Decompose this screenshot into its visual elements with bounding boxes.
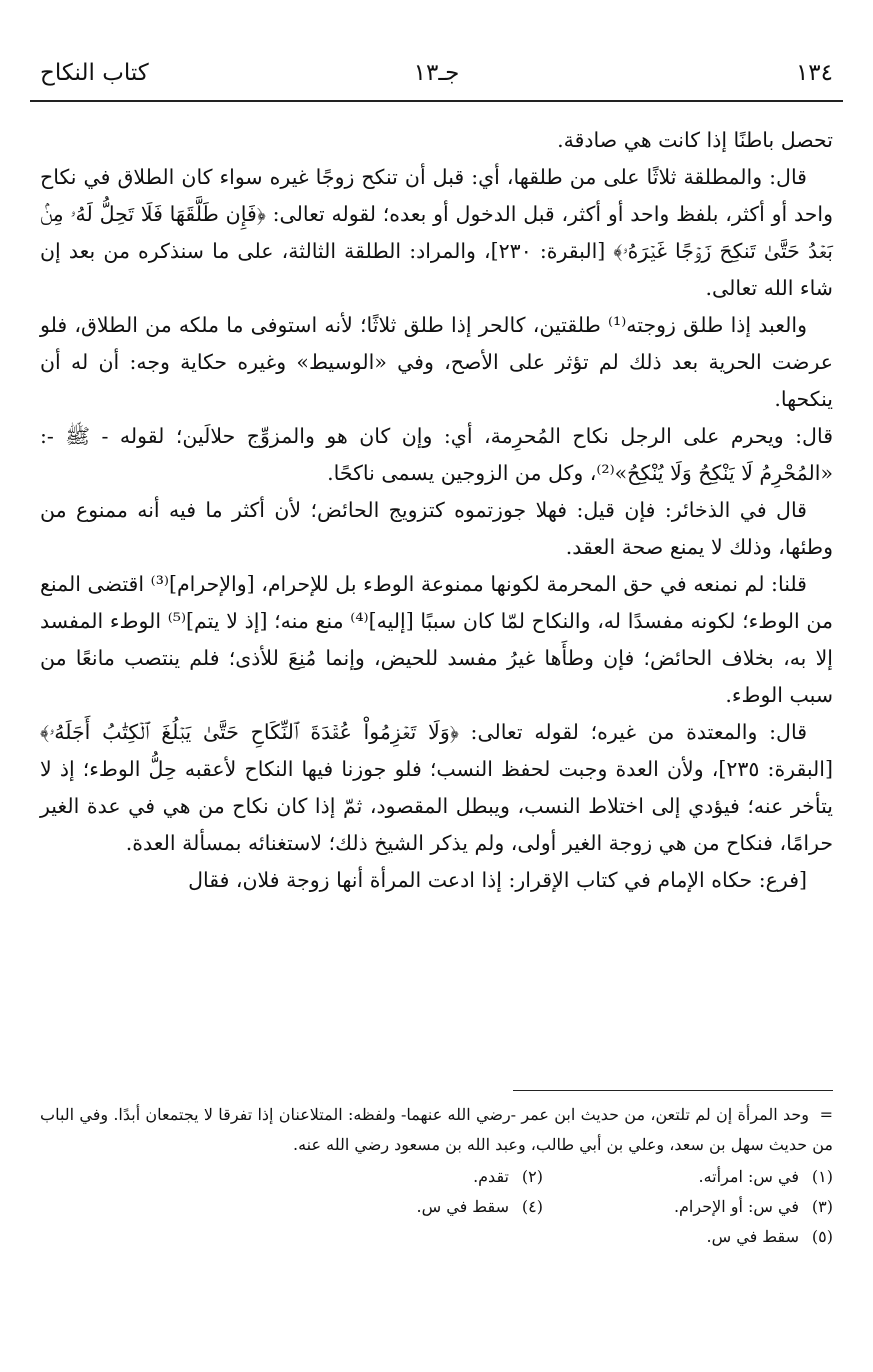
footnote-divider <box>513 1090 833 1091</box>
main-text <box>40 122 833 899</box>
continuation-text: وحد المرأة إن لم تلتعن، من حديث ابن عمر -رضي الله عنهما- ولفظه: المتلاعنان إذا تفرقا لا يجتمعان أبدًا. وفي الباب من حديث سهل بن سعد، وعلي بن أبي طالب، وعبد الله بن مسعود رضي الله عنه. <box>40 1105 833 1154</box>
footnote <box>283 1162 543 1192</box>
paragraph: قال: والمطلقة ثلاثًا على من طلقها، أي: قبل أن تنكح زوجًا غيره سواء كان الطلاق في نكاح واحد أو أكثر، بلفظ واحد أو أكثر، قبل الدخول أو بعده؛ لقوله تعالى: ﴿فَإِن طَلَّقَهَا فَلَا تَحِلُّ لَهُۥ مِنۢ بَعۡدُ حَتَّىٰ تَنكِحَ زَوۡجًا غَيۡرَهُۥ﴾ [البقرة: ٢٣٠]، والمراد: الطلقة الثالثة، على ما سنذكره من بعد إن شاء الله تعالى. <box>40 165 833 300</box>
continuation-marker: = <box>819 1105 833 1124</box>
page-number: ١٣٤ <box>795 60 833 86</box>
paragraph: قال: والمعتدة من غيره؛ لقوله تعالى: ﴿وَلَا تَعۡزِمُواْ عُقۡدَةَ ٱلنِّكَاحِ حَتَّىٰ يَبۡلُغَ ٱلۡكِتَٰبُ أَجَلَهُۥ﴾ [البقرة: ٢٣٥]، ولأن العدة وجبت لحفظ النسب؛ فلو جوزنا فيها النكاح لأعقبه حِلُّ الوطء؛ إذ لا يتأخر عنه؛ فيؤدي إلى اختلاط النسب، ويبطل المقصود، ثمّ إذا كان نكاح من هي في عدة الغير حرامًا، فنكاح من هي زوجة الغير أولى، ولم يذكر الشيخ ذلك؛ لاستغنائه بمسألة العدة. <box>40 720 833 855</box>
footnote-number: (٥) <box>811 1227 833 1246</box>
footnote-list <box>40 1162 833 1252</box>
footnote-text: سقط في س. <box>706 1227 799 1246</box>
footnote <box>573 1162 833 1192</box>
footnote-continuation <box>40 1100 833 1160</box>
paragraph: [فرع: حكاه الإمام في كتاب الإقرار: إذا ادعت المرأة أنها زوجة فلان، فقال <box>188 868 807 892</box>
footnote-text: في س: امرأته. <box>698 1167 799 1186</box>
footnote-text: في س: أو الإحرام. <box>673 1197 799 1216</box>
footnote <box>573 1222 833 1252</box>
footnotes <box>40 1100 833 1252</box>
footnote-text: تقدم. <box>473 1167 509 1186</box>
footnote-text: سقط في س. <box>416 1197 509 1216</box>
footnote <box>573 1192 833 1222</box>
page-header <box>30 60 843 100</box>
footnote-number: (٣) <box>811 1197 833 1216</box>
footnote <box>283 1192 543 1222</box>
paragraph: تحصل باطنًا إذا كانت هي صادقة. <box>557 128 833 152</box>
footnote-number: (٢) <box>521 1167 543 1186</box>
paragraph: قال في الذخائر: فإن قيل: فهلا جوزتموه كتزويج الحائض؛ لأن أكثر ما فيه أنه ممنوع من وطئها، وذلك لا يمنع صحة العقد. <box>40 498 833 559</box>
book-title: كتاب النكاح <box>40 60 149 86</box>
footnote-number: (٤) <box>521 1197 543 1216</box>
book-page <box>30 0 843 1372</box>
header-divider <box>30 100 843 102</box>
volume-label: جـ١٣ <box>413 60 460 86</box>
paragraph: قال: ويحرم على الرجل نكاح المُحرِمة، أي: وإن كان هو والمزوِّج حلالَين؛ لقوله - ﷺ -: «المُحْرِمُ لَا يَنْكِحُ وَلَا يُنْكِحُ»⁽²⁾، وكل من الزوجين يسمى ناكحًا. <box>40 424 833 485</box>
paragraph: قلنا: لم نمنعه في حق المحرمة لكونها ممنوعة الوطء بل للإحرام، [والإحرام]⁽³⁾ اقتضى المنع من الوطء؛ لكونه مفسدًا له، والنكاح لمّا كان سببًا [إليه]⁽⁴⁾ منع منه؛ [إذ لا يتم]⁽⁵⁾ الوطء المفسد إلا به، بخلاف الحائض؛ فإن وطأَها غيرُ مفسد للحيض، وإنما مُنِعَ للأذى؛ فلم ينتصب مانعًا من سبب الوطء. <box>40 572 833 707</box>
footnote-number: (١) <box>811 1167 833 1186</box>
paragraph: والعبد إذا طلق زوجته⁽¹⁾ طلقتين، كالحر إذا طلق ثلاثًا؛ لأنه استوفى ما ملكه من الطلاق، فلو عرضت الحرية بعد ذلك لم تؤثر على الأصح، وفي «الوسيط» وغيره حكاية وجه: أن له أن ينكحها. <box>40 313 833 411</box>
